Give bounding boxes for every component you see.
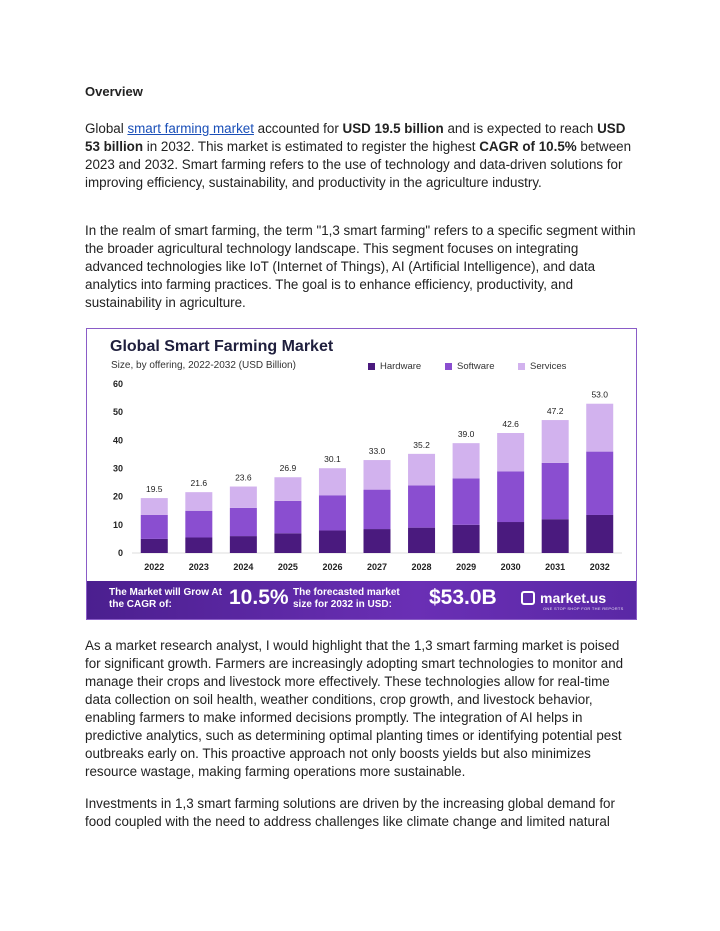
bar-segment-hardware bbox=[542, 519, 569, 553]
legend-label: Hardware bbox=[380, 361, 422, 372]
bar-segment-hardware bbox=[364, 529, 391, 553]
x-tick-label: 2024 bbox=[233, 562, 254, 572]
bar-segment-services bbox=[274, 477, 301, 501]
y-tick-label: 30 bbox=[112, 463, 123, 474]
x-tick-label: 2027 bbox=[366, 562, 388, 572]
chart-title: Global Smart Farming Market bbox=[110, 338, 334, 355]
intro-bold-value: USD 19.5 billion bbox=[342, 121, 444, 136]
intro-paragraph bbox=[85, 120, 637, 192]
bar-total-label: 47.2 bbox=[546, 406, 564, 417]
bar-segment-software bbox=[364, 490, 391, 529]
bar-total-label: 19.5 bbox=[145, 484, 163, 495]
bar-segment-hardware bbox=[185, 538, 212, 553]
x-tick-label: 2022 bbox=[144, 562, 165, 572]
intro-bold-value: CAGR of 10.5% bbox=[479, 139, 577, 154]
analysis-paragraph: As a market research analyst, I would highlight that the 1,3 smart farming market is poised for significant growth. Farmers are increasingly adopting smart technologies to monitor and manage their crops and livestock more effectively. These technologies allow for real-time data collection on soil health, weather conditions, crop growth, and livestock behavior, enabling farmers to make informed decisions promptly. The integration of AI helps in predictive analytics, such as determining optimal planting times or identifying potential pest outbreaks early on. This proactive approach not only boosts yields but also minimizes resource wastage, making farming operations more sustainable. bbox=[85, 638, 624, 779]
bar-total-label: 30.1 bbox=[324, 454, 341, 465]
bar-segment-services bbox=[185, 492, 212, 511]
brand-logo-icon bbox=[521, 591, 535, 605]
bar-segment-services bbox=[408, 454, 435, 486]
section-heading: Overview bbox=[85, 84, 143, 99]
bar-segment-hardware bbox=[274, 533, 301, 553]
y-tick-label: 20 bbox=[112, 491, 123, 502]
bar-total-label: 42.6 bbox=[502, 419, 519, 430]
smart-farming-market-link[interactable]: smart farming market bbox=[127, 121, 254, 136]
x-tick-label: 2023 bbox=[188, 562, 209, 572]
bar-segment-services bbox=[542, 420, 569, 463]
y-tick-label: 0 bbox=[117, 548, 123, 558]
x-tick-label: 2025 bbox=[277, 562, 298, 572]
bar-segment-services bbox=[141, 498, 168, 515]
banner-cagr-text: The Market will Grow At the CAGR of: bbox=[109, 587, 222, 610]
y-tick-label: 40 bbox=[112, 435, 123, 446]
legend-label: Services bbox=[530, 361, 567, 372]
chart-plot bbox=[87, 329, 636, 581]
bar-total-label: 39.0 bbox=[457, 429, 475, 440]
intro-text: Global bbox=[85, 121, 128, 136]
intro-text: between 2023 and 2032. Smart farming refers to the use of technology and data-driven solutions for improving efficiency, sustainability, and productivity in the agriculture industry. bbox=[85, 139, 632, 190]
bar-segment-software bbox=[542, 463, 569, 519]
x-tick-label: 2030 bbox=[500, 562, 521, 572]
x-tick-label: 2026 bbox=[322, 562, 343, 572]
market-chart bbox=[86, 328, 637, 620]
bar-segment-hardware bbox=[453, 525, 480, 553]
brand-logo bbox=[521, 590, 606, 606]
banner-size-text: The forecasted market size for 2032 in USD: bbox=[293, 587, 400, 610]
chart-subtitle: Size, by offering, 2022-2032 (USD Billion) bbox=[111, 360, 296, 371]
bar-segment-hardware bbox=[408, 528, 435, 553]
brand-tagline: ONE STOP SHOP FOR THE REPORTS bbox=[543, 606, 624, 611]
bar-segment-software bbox=[408, 485, 435, 527]
bar-segment-software bbox=[586, 452, 613, 515]
y-tick-label: 10 bbox=[112, 519, 123, 530]
intro-text: accounted for bbox=[253, 121, 343, 136]
bar-segment-hardware bbox=[586, 515, 613, 553]
banner-cagr-value: 10.5% bbox=[229, 586, 289, 609]
bar-total-label: 33.0 bbox=[368, 446, 386, 457]
y-tick-label: 50 bbox=[112, 407, 123, 418]
bar-segment-software bbox=[230, 508, 257, 536]
bar-segment-hardware bbox=[497, 522, 524, 553]
bar-segment-services bbox=[364, 460, 391, 490]
bar-total-label: 21.6 bbox=[190, 478, 208, 489]
y-tick-label: 60 bbox=[112, 379, 123, 389]
x-tick-label: 2031 bbox=[545, 562, 566, 572]
bar-segment-services bbox=[586, 404, 613, 452]
bar-segment-hardware bbox=[230, 536, 257, 553]
brand-name: market.us bbox=[540, 590, 607, 606]
bar-segment-hardware bbox=[141, 539, 168, 553]
bar-segment-software bbox=[141, 515, 168, 539]
bar-segment-software bbox=[319, 495, 346, 530]
definition-paragraph: In the realm of smart farming, the term "1,3 smart farming" refers to a specific segment within the broader agricultural technology landscape. This segment focuses on integrating advanced technologies like IoT (Internet of Things), AI (Artificial Intelligence), and data analytics into farming practices. The goal is to enhance efficiency, productivity, and sustainability in agriculture. bbox=[85, 223, 636, 310]
bar-segment-hardware bbox=[319, 530, 346, 553]
intro-text: and is expected to reach bbox=[443, 121, 598, 136]
bar-segment-software bbox=[497, 471, 524, 522]
bar-segment-services bbox=[453, 443, 480, 478]
bar-total-label: 23.6 bbox=[235, 472, 252, 483]
legend-label: Software bbox=[457, 361, 495, 372]
bar-segment-services bbox=[230, 487, 257, 508]
bar-segment-services bbox=[497, 433, 524, 471]
summary-banner bbox=[87, 581, 636, 619]
bar-segment-software bbox=[274, 501, 301, 533]
bar-segment-services bbox=[319, 468, 346, 495]
bar-total-label: 26.9 bbox=[279, 463, 297, 474]
x-tick-label: 2032 bbox=[589, 562, 610, 572]
x-tick-label: 2028 bbox=[411, 562, 432, 572]
bar-total-label: 53.0 bbox=[591, 389, 609, 400]
investment-paragraph: Investments in 1,3 smart farming solutions are driven by the increasing global demand for food coupled with the need to address challenges like climate change and limited natural bbox=[85, 796, 615, 829]
bar-segment-software bbox=[185, 511, 212, 538]
intro-text: in 2032. This market is estimated to register the highest bbox=[143, 139, 480, 154]
bar-total-label: 35.2 bbox=[413, 439, 430, 450]
intro-bold-value: USD 53 billion bbox=[85, 121, 626, 154]
x-tick-label: 2029 bbox=[456, 562, 477, 572]
bar-segment-software bbox=[453, 478, 480, 524]
banner-size-value: $53.0B bbox=[429, 586, 497, 609]
